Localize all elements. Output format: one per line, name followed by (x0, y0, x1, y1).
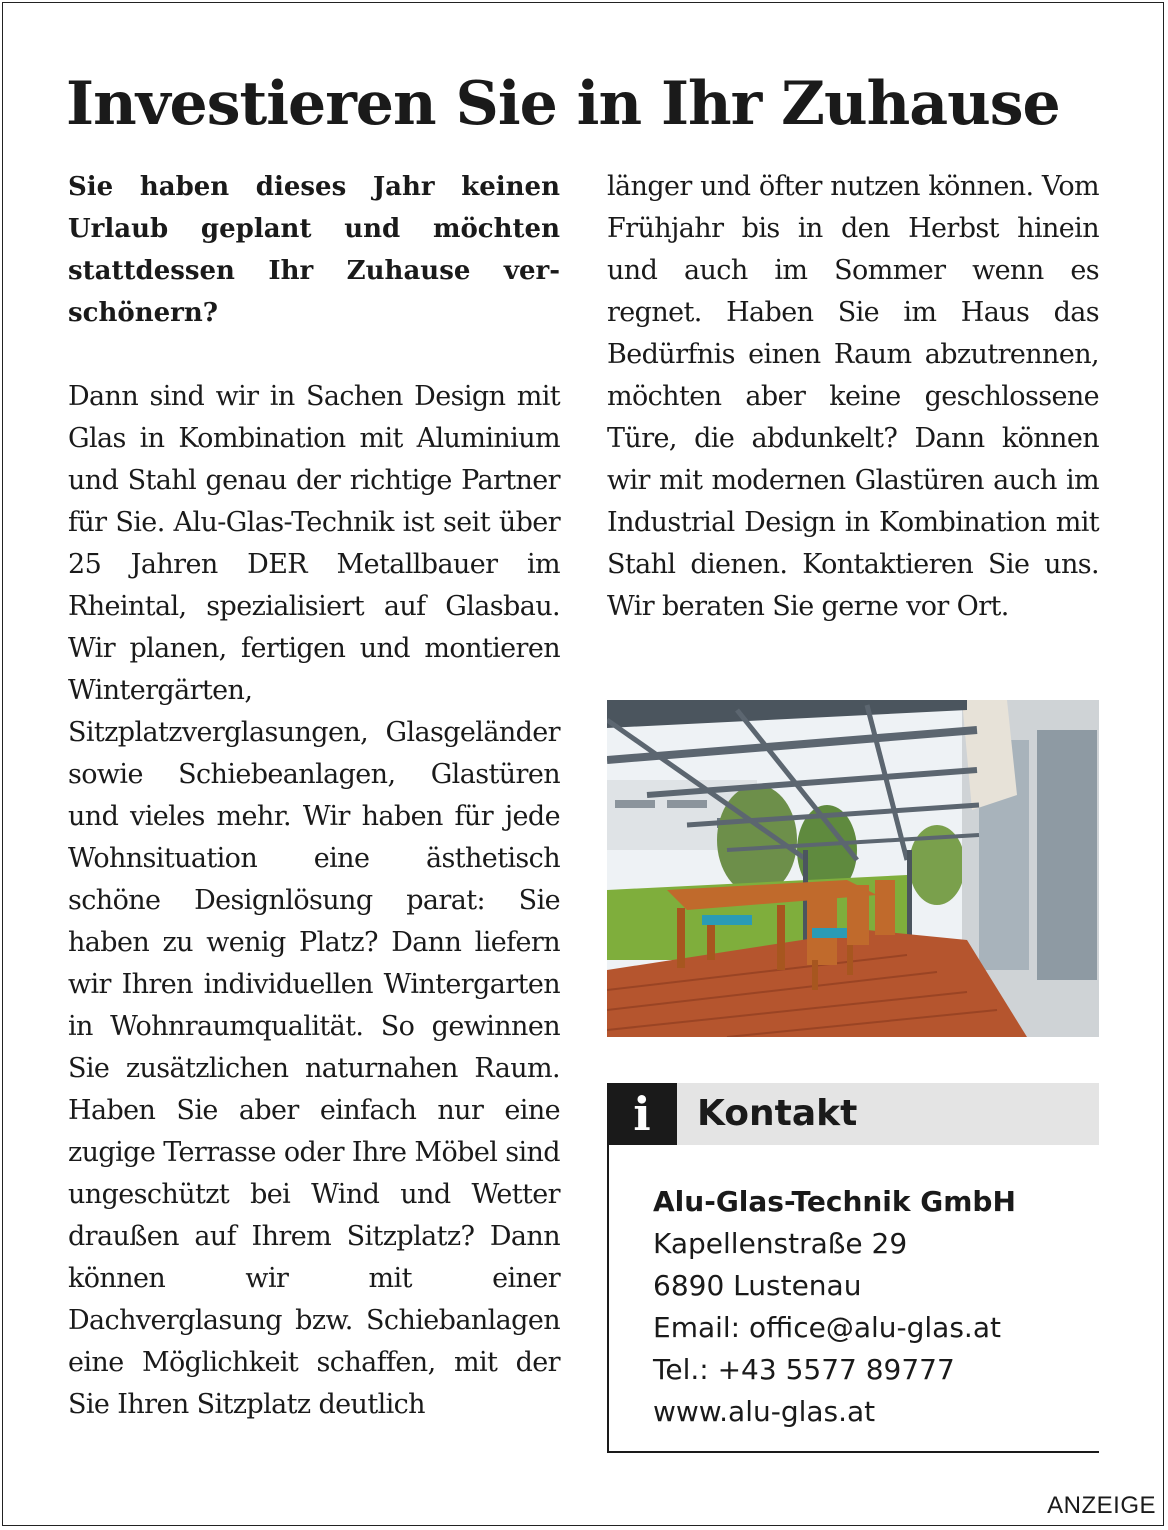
article-column-right (607, 166, 1099, 628)
street-address: Kapellenstraße 29 (653, 1227, 908, 1260)
kontakt-header (607, 1083, 1099, 1145)
kontakt-details (653, 1181, 1016, 1433)
terrace-photo-illustration (607, 700, 1099, 1037)
city-address: 6890 Lustenau (653, 1269, 862, 1302)
info-icon: i (607, 1083, 677, 1145)
body-text-left: Dann sind wir in Sachen Design mit Glas in Kombination mit Aluminium und Stahl genau der richtige Partner für Sie. Alu-Glas-Technik ist seit über 25 Jahren DER Metallbauer im Rheintal, spezialisiert auf Glasbau. Wir planen, fertigen und montieren Wintergärten, Sitzplatzverglasungen, Glasgeländer sowie Schiebeanlagen, Glastüren und vieles mehr. Wir haben für jede Wohnsituation eine ästhetisch schöne Designlösung parat: Sie haben zu wenig Platz? Dann liefern wir Ihren individuellen Wintergarten in Wohnraumqualität. So gewinnen Sie zusätzlichen naturnahen Raum. Haben Sie aber einfach nur eine zugige Terrasse oder Ihre Möbel sind ungeschützt bei Wind und Wetter draußen auf Ihrem Sitzplatz? Dann können wir mit einer Dachverglasung bzw. Schiebanlagen eine Möglichkeit schaffen, mit der Sie Ihren Sitzplatz deutlich (68, 381, 560, 1420)
terrace-photo (607, 700, 1099, 1037)
website-line[interactable]: www.alu-glas.at (653, 1395, 876, 1428)
lead-paragraph: Sie haben dieses Jahr keinen Urlaub geplant und möchten stattdessen Ihr Zuhause verschönern? (68, 172, 560, 328)
kontakt-box (607, 1145, 1099, 1453)
email-line[interactable]: Email: office@alu-glas.at (653, 1311, 1001, 1344)
company-name: Alu-Glas-Technik GmbH (653, 1185, 1016, 1218)
article-column-left (68, 166, 560, 1426)
kontakt-title: Kontakt (697, 1093, 858, 1134)
body-text-right: länger und öfter nutzen können. Vom Frühjahr bis in den Herbst hinein und auch im Sommer wenn es regnet. Haben Sie im Haus das Bedürfnis einen Raum abzutrennen, möchten aber keine geschlossene Türe, die abdunkelt? Dann können wir mit modernen Glastüren auch im Industrial Design in Kombination mit Stahl dienen. Kontaktieren Sie uns. Wir beraten Sie gerne vor Ort. (607, 171, 1099, 622)
phone-line[interactable]: Tel.: +43 5577 89777 (653, 1353, 955, 1386)
ad-label: ANZEIGE (1047, 1492, 1156, 1519)
headline: Investieren Sie in Ihr Zuhause (66, 69, 1060, 139)
